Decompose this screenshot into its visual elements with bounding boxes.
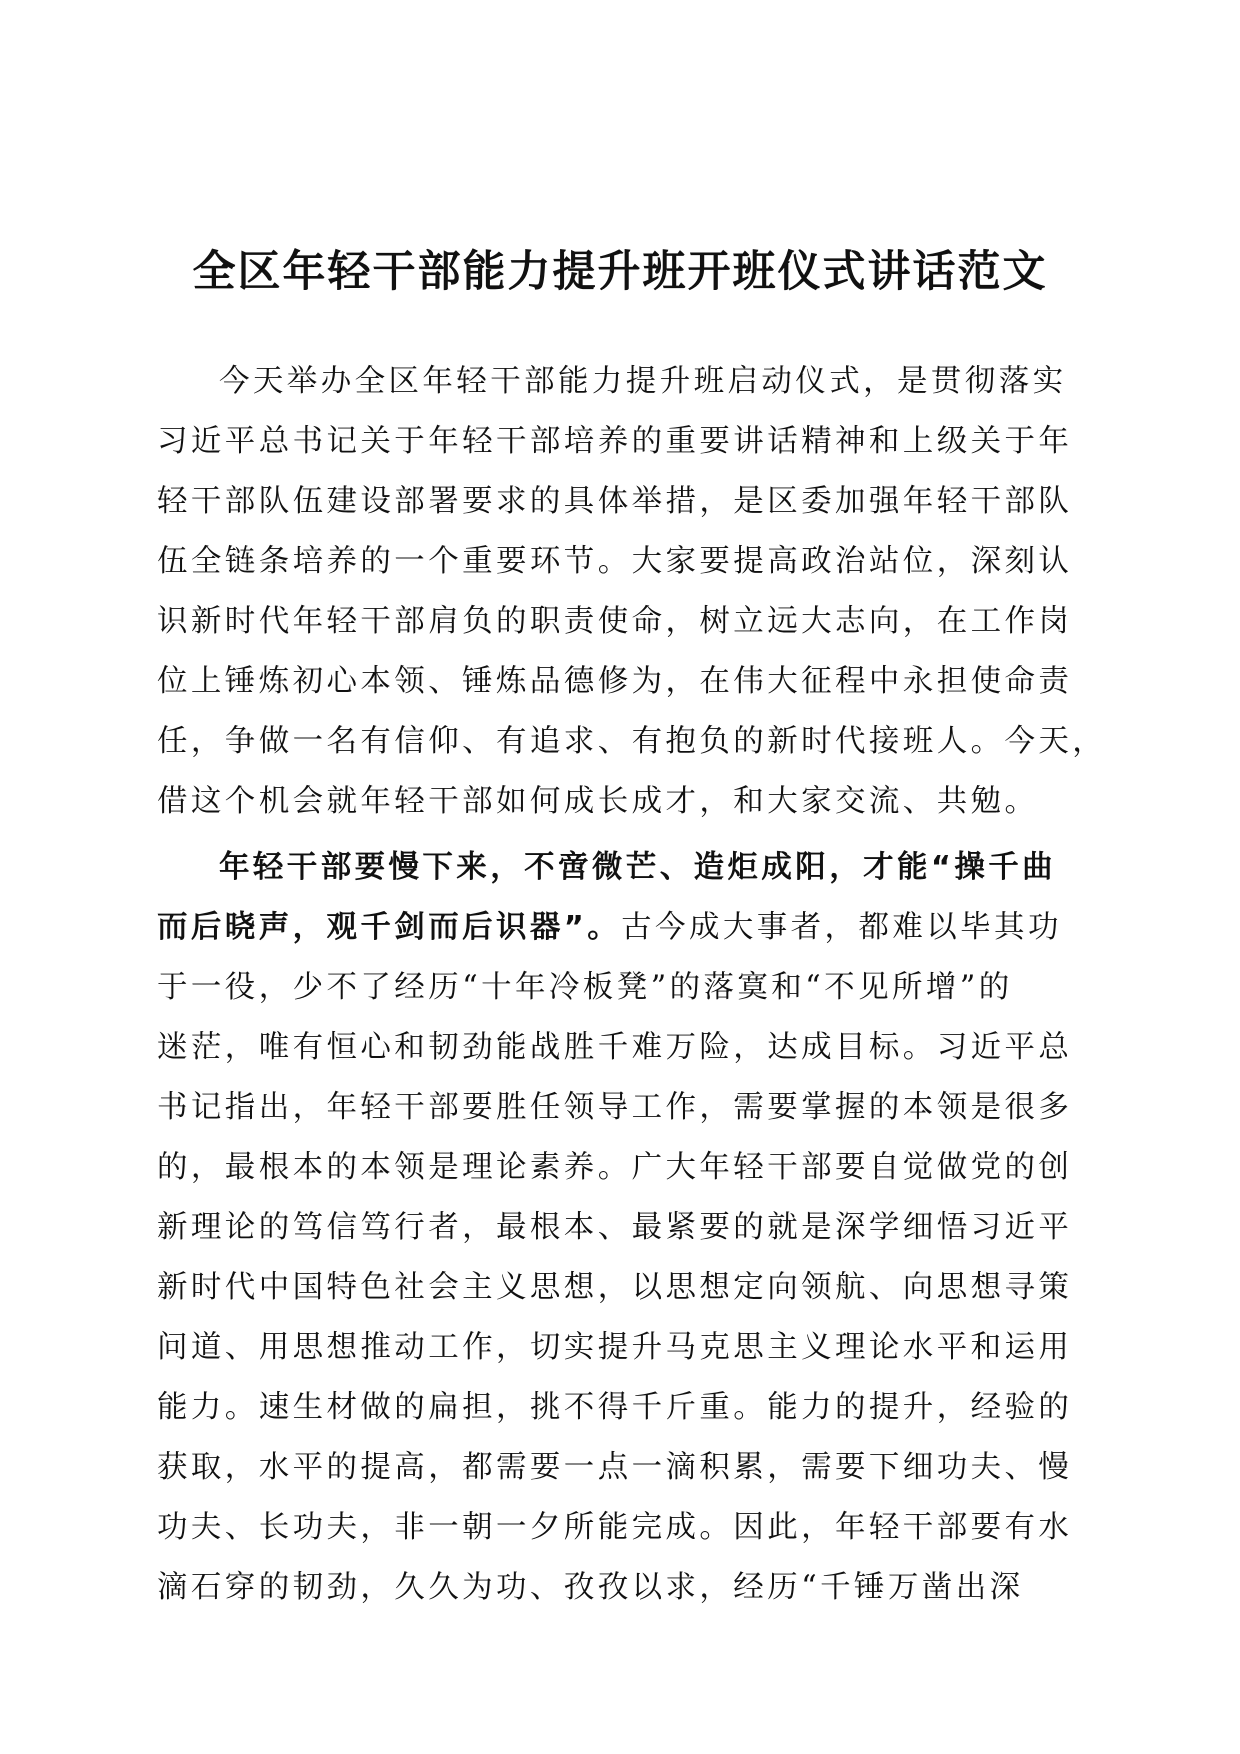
paragraph-line: 的，最根本的本领是理论素养。广大年轻干部要自觉做党的创 <box>157 1150 1073 1185</box>
paragraph-line: 新理论的笃信笃行者，最根本、最紧要的就是深学细悟习近平 <box>157 1210 1073 1245</box>
paragraph-slow-down <box>157 838 1073 1618</box>
paragraph-line: 能力。速生材做的扁担，挑不得千斤重。能力的提升，经验的 <box>157 1390 1073 1425</box>
paragraph-line: 任，争做一名有信仰、有追求、有抱负的新时代接班人。今天， <box>157 724 1107 759</box>
paragraph-line: 习近平总书记关于年轻干部培养的重要讲话精神和上级关于年 <box>157 424 1073 459</box>
paragraph-line: 问道、用思想推动工作，切实提升马克思主义理论水平和运用 <box>157 1330 1073 1365</box>
paragraph-line <box>157 898 1062 958</box>
paragraph-line: 书记指出，年轻干部要胜任领导工作，需要掌握的本领是很多 <box>157 1090 1073 1125</box>
paragraph-line: 滴石穿的韧劲，久久为功、孜孜以求，经历“千锤万凿出深 <box>157 1570 1024 1605</box>
paragraph-line: 位上锤炼初心本领、锤炼品德修为，在伟大征程中永担使命责 <box>157 664 1073 699</box>
paragraph-line: 获取，水平的提高，都需要一点一滴积累，需要下细功夫、慢 <box>157 1450 1073 1485</box>
paragraph-line: 今天举办全区年轻干部能力提升班启动仪式，是贯彻落实 <box>219 364 1067 399</box>
paragraph-line: 伍全链条培养的一个重要环节。大家要提高政治站位，深刻认 <box>157 544 1073 579</box>
section-heading: 年轻干部要慢下来，不啻微芒、造炬成阳，才能“操千曲 <box>219 850 1057 885</box>
paragraph-line: 借这个机会就年轻干部如何成长成才，和大家交流、共勉。 <box>157 784 1039 819</box>
paragraph-line: 新时代中国特色社会主义思想，以思想定向领航、向思想寻策 <box>157 1270 1073 1305</box>
paragraph-text: 古今成大事者，都难以毕其功 <box>621 910 1062 945</box>
section-heading-end: 而后晓声，观千剑而后识器”。 <box>157 910 622 945</box>
paragraph-intro <box>157 352 1107 832</box>
paragraph-line: 轻干部队伍建设部署要求的具体举措，是区委加强年轻干部队 <box>157 484 1073 519</box>
paragraph-line: 识新时代年轻干部肩负的职责使命，树立远大志向，在工作岗 <box>157 604 1073 639</box>
document-body <box>157 352 1107 1618</box>
paragraph-line: 于一役，少不了经历“十年冷板凳”的落寞和“不见所增”的 <box>157 970 1013 1005</box>
paragraph-line: 迷茫，唯有恒心和韧劲能战胜千难万险，达成目标。习近平总 <box>157 1030 1073 1065</box>
document-title: 全区年轻干部能力提升班开班仪式讲话范文 <box>192 247 1048 297</box>
paragraph-line: 功夫、长功夫，非一朝一夕所能完成。因此，年轻干部要有水 <box>157 1510 1073 1545</box>
